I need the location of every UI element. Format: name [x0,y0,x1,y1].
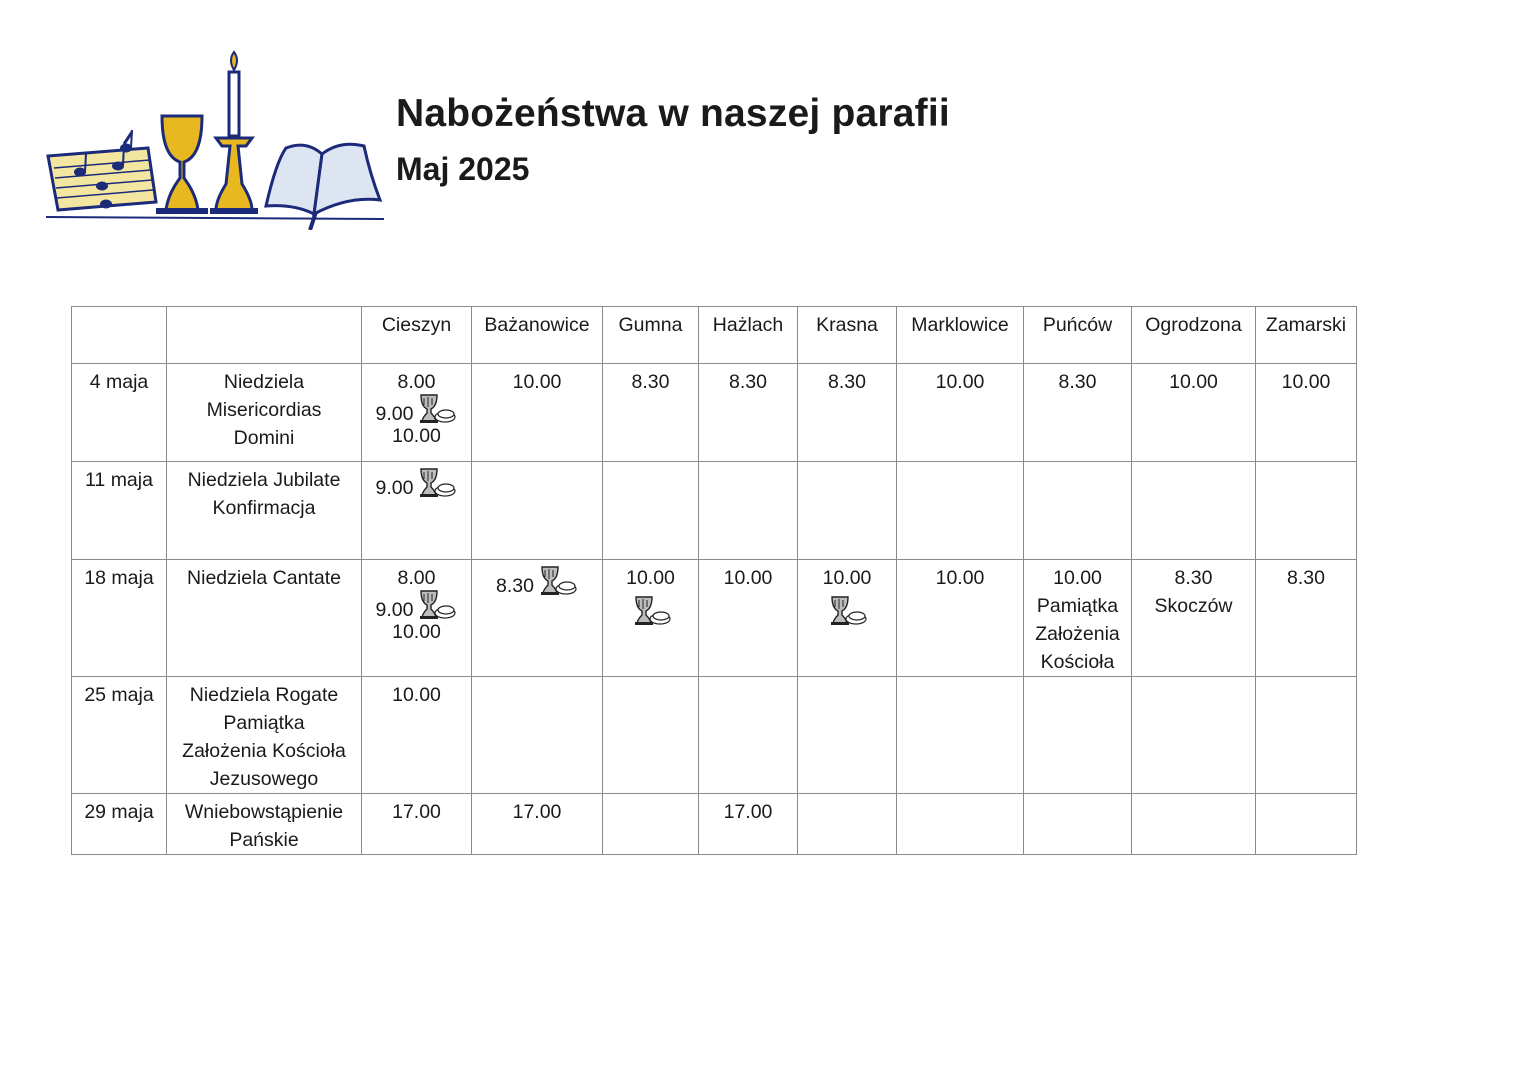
page-title: Nabożeństwa w naszej parafii [396,92,950,135]
cell-krasna: 8.30 [798,364,897,462]
date-cell: 25 maja [72,677,167,794]
cell-gumna: 8.30 [603,364,699,462]
header-cell-cieszyn: Cieszyn [362,307,472,364]
sunday-cell [167,560,362,677]
cell-puncow [1024,677,1132,794]
cell-gumna [603,794,699,855]
cell-hazlach [699,462,798,560]
service-note: Założenia [1035,623,1120,645]
cell-marklowice: 10.00 [897,364,1024,462]
table-row [72,364,1357,462]
cell-krasna [798,560,897,677]
cell-cieszyn [362,794,472,855]
service-time: 10.00 [392,621,441,643]
cell-ogrodzona: 10.00 [1132,364,1256,462]
communion-chalice-icon [536,564,578,596]
date-cell: 11 maja [72,462,167,560]
communion-chalice-icon [415,392,457,424]
header-cell-zamarski: Zamarski [1256,307,1357,364]
service-time: 8.00 [397,371,436,393]
cell-cieszyn [362,560,472,677]
header-cell-krasna: Krasna [798,307,897,364]
service-time: 10.00 [1053,567,1102,589]
date-cell: 18 maja [72,560,167,677]
cell-marklowice: 10.00 [897,560,1024,677]
services-table [71,306,1357,855]
cell-bazanowice [472,560,603,677]
page-subtitle: Maj 2025 [396,151,530,187]
communion-chalice-icon [415,466,457,498]
header-cell-hazlach: Hażlach [699,307,798,364]
cell-ogrodzona [1132,677,1256,794]
date-cell: 4 maja [72,364,167,462]
cell-hazlach [699,677,798,794]
service-time: 9.00 [375,599,414,621]
sunday-line: Założenia Kościoła [182,740,346,762]
cell-krasna [798,677,897,794]
sunday-cell [167,462,362,560]
table-header-row [72,307,1357,364]
service-time: 8.30 [1174,567,1213,589]
communion-chalice-icon [630,594,672,626]
cell-zamarski: 10.00 [1256,364,1357,462]
sunday-cell [167,794,362,855]
cell-puncow [1024,794,1132,855]
cell-gumna [603,560,699,677]
liturgy-logo-icon [44,44,389,230]
cell-puncow: 8.30 [1024,364,1132,462]
cell-krasna [798,462,897,560]
cell-hazlach: 8.30 [699,364,798,462]
table-row [72,794,1357,855]
sunday-line: Jezusowego [209,768,319,790]
sunday-line: Niedziela Cantate [187,567,341,589]
service-note: Kościoła [1040,651,1115,673]
sunday-line: Niedziela [223,371,305,393]
cell-ogrodzona [1132,462,1256,560]
service-time: 8.30 [496,575,534,597]
cell-cieszyn [362,677,472,794]
cell-puncow [1024,462,1132,560]
service-time: 10.00 [822,567,872,589]
cell-gumna [603,677,699,794]
cell-cieszyn [362,364,472,462]
cell-marklowice [897,677,1024,794]
cell-bazanowice: 10.00 [472,364,603,462]
sunday-line: Misericordias [206,399,322,421]
service-time: 9.00 [375,403,414,425]
sunday-line: Pańskie [229,829,299,851]
cell-puncow [1024,560,1132,677]
cell-zamarski [1256,677,1357,794]
cell-marklowice [897,794,1024,855]
header-cell-puncow: Puńców [1024,307,1132,364]
cell-zamarski: 8.30 [1256,560,1357,677]
open-book-icon [266,144,380,230]
cell-marklowice [897,462,1024,560]
cell-zamarski [1256,794,1357,855]
cell-hazlach: 17.00 [699,794,798,855]
communion-chalice-icon [826,594,868,626]
cell-hazlach: 10.00 [699,560,798,677]
cell-bazanowice [472,462,603,560]
service-time: 9.00 [375,477,414,499]
communion-chalice-icon [415,588,457,620]
service-time: 8.00 [397,567,436,589]
cell-krasna [798,794,897,855]
date-cell: 29 maja [72,794,167,855]
candle-icon [210,52,258,214]
header-cell-ogrodzona: Ogrodzona [1132,307,1256,364]
cell-gumna [603,462,699,560]
sunday-line: Konfirmacja [212,497,316,519]
service-note: Pamiątka [1036,595,1119,617]
sunday-line: Niedziela Jubilate [187,469,341,491]
service-time: 10.00 [626,567,675,589]
cell-cieszyn [362,462,472,560]
service-note: Skoczów [1154,595,1233,617]
cell-zamarski [1256,462,1357,560]
sunday-line: Domini [233,427,295,449]
table-row [72,677,1357,794]
sunday-line: Niedziela Rogate [189,684,339,706]
cell-ogrodzona [1132,794,1256,855]
sunday-line: Wniebowstąpienie [184,801,344,823]
header-cell-sunday [167,307,362,364]
sunday-cell [167,677,362,794]
cell-bazanowice: 17.00 [472,794,603,855]
header-cell-gumna: Gumna [603,307,699,364]
cell-ogrodzona [1132,560,1256,677]
sunday-cell [167,364,362,462]
header-cell-bazanowice: Bażanowice [472,307,603,364]
service-time: 17.00 [392,801,441,823]
service-time: 10.00 [392,425,441,447]
chalice-icon [156,116,208,214]
music-sheet-icon [48,130,156,210]
header-cell-marklowice: Marklowice [897,307,1024,364]
table-row [72,560,1357,677]
cell-bazanowice [472,677,603,794]
sunday-line: Pamiątka [223,712,305,734]
service-time: 10.00 [392,684,441,706]
header-cell-date [72,307,167,364]
table-row [72,462,1357,560]
